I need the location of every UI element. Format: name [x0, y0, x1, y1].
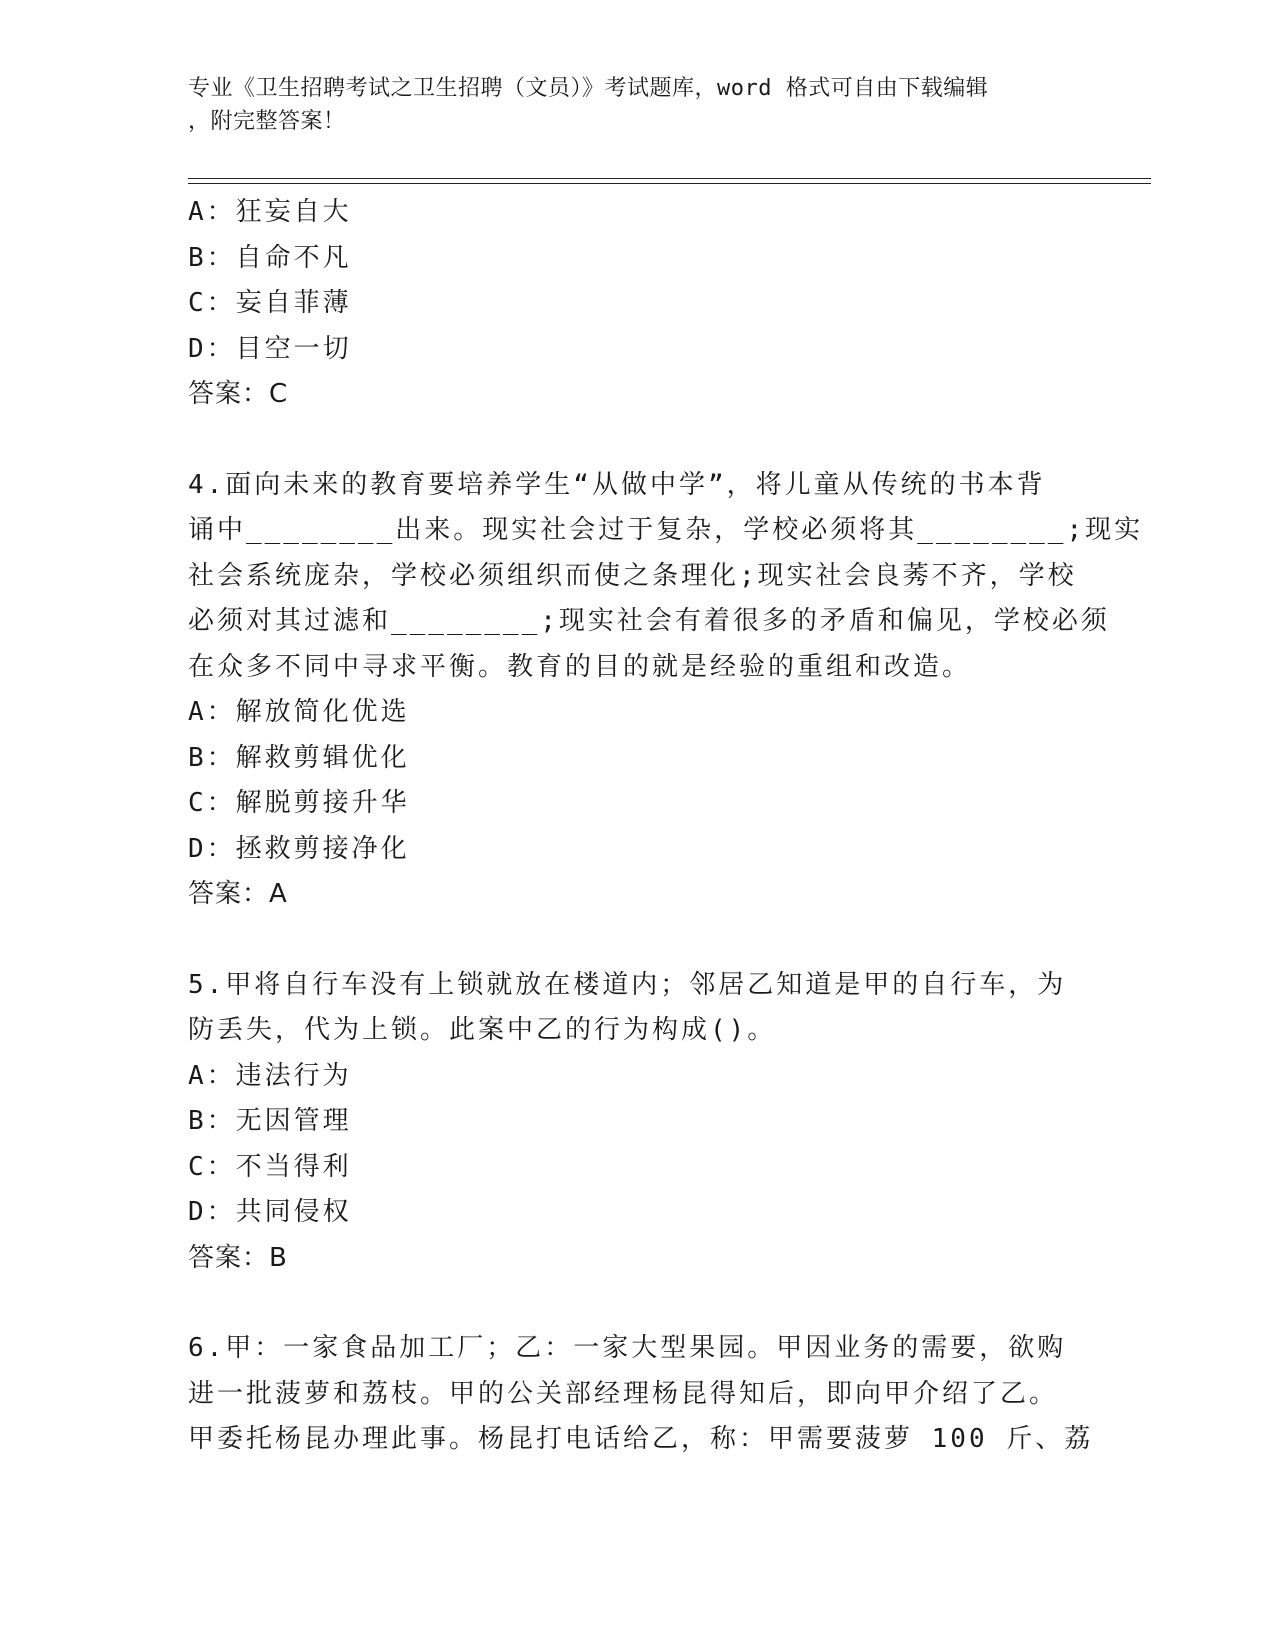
- question-stem-line: 必须对其过滤和________;现实社会有着很多的矛盾和偏见，学校必须: [188, 606, 1110, 636]
- header-divider-top: [188, 178, 1151, 179]
- header-divider-bottom: [188, 183, 1151, 184]
- question-stem-line: 在众多不同中寻求平衡。教育的目的就是经验的重组和改造。: [188, 651, 972, 682]
- answer-line: 答案：B: [188, 1242, 288, 1273]
- question-stem-line: 社会系统庞杂，学校必须组织而使之条理化;现实社会良莠不齐，学校: [188, 560, 1077, 591]
- option-d: D：共同侵权: [188, 1197, 352, 1227]
- option-c: C：解脱剪接升华: [188, 788, 410, 818]
- question-6: [188, 1326, 1148, 1463]
- option-b: B：解救剪辑优化: [188, 742, 410, 773]
- option-b: B：自命不凡: [188, 242, 352, 273]
- question-stem-line: 4.面向未来的教育要培养学生“从做中学”，将儿童从传统的书本背: [188, 469, 1046, 500]
- answer-line: 答案：A: [188, 879, 288, 909]
- question-stem-line: 甲委托杨昆办理此事。杨昆打电话给乙，称：甲需要菠萝 100 斤、荔: [188, 1424, 1094, 1454]
- question-list: [188, 190, 1148, 1463]
- question-stem-line: 防丢失，代为上锁。此案中乙的行为构成()。: [188, 1015, 777, 1045]
- question-stem-line: 6.甲：一家食品加工厂；乙：一家大型果园。甲因业务的需要，欲购: [188, 1333, 1067, 1363]
- option-d: D：拯救剪接净化: [188, 833, 410, 864]
- question-5: [188, 963, 1148, 1282]
- option-a: A：狂妄自大: [188, 197, 352, 227]
- question-4: [188, 463, 1148, 918]
- question-stem-line: 进一批菠萝和荔枝。甲的公关部经理杨昆得知后，即向甲介绍了乙。: [188, 1378, 1059, 1409]
- question-3: [188, 190, 1148, 418]
- question-stem-line: 5.甲将自行车没有上锁就放在楼道内；邻居乙知道是甲的自行车，为: [188, 969, 1067, 1000]
- option-b: B：无因管理: [188, 1106, 352, 1136]
- option-c: C：不当得利: [188, 1151, 352, 1182]
- option-c: C：妄自菲薄: [188, 288, 352, 318]
- option-a: A：解放简化优选: [188, 697, 410, 727]
- document-header: 专业《卫生招聘考试之卫生招聘（文员）》考试题库，word 格式可自由下载编辑 ，附完整答案！: [188, 76, 989, 134]
- answer-line: 答案：C: [188, 379, 289, 409]
- question-stem-line: 诵中________出来。现实社会过于复杂，学校必须将其________;现实: [188, 515, 1144, 545]
- option-d: D：目空一切: [188, 333, 352, 364]
- option-a: A：违法行为: [188, 1060, 352, 1091]
